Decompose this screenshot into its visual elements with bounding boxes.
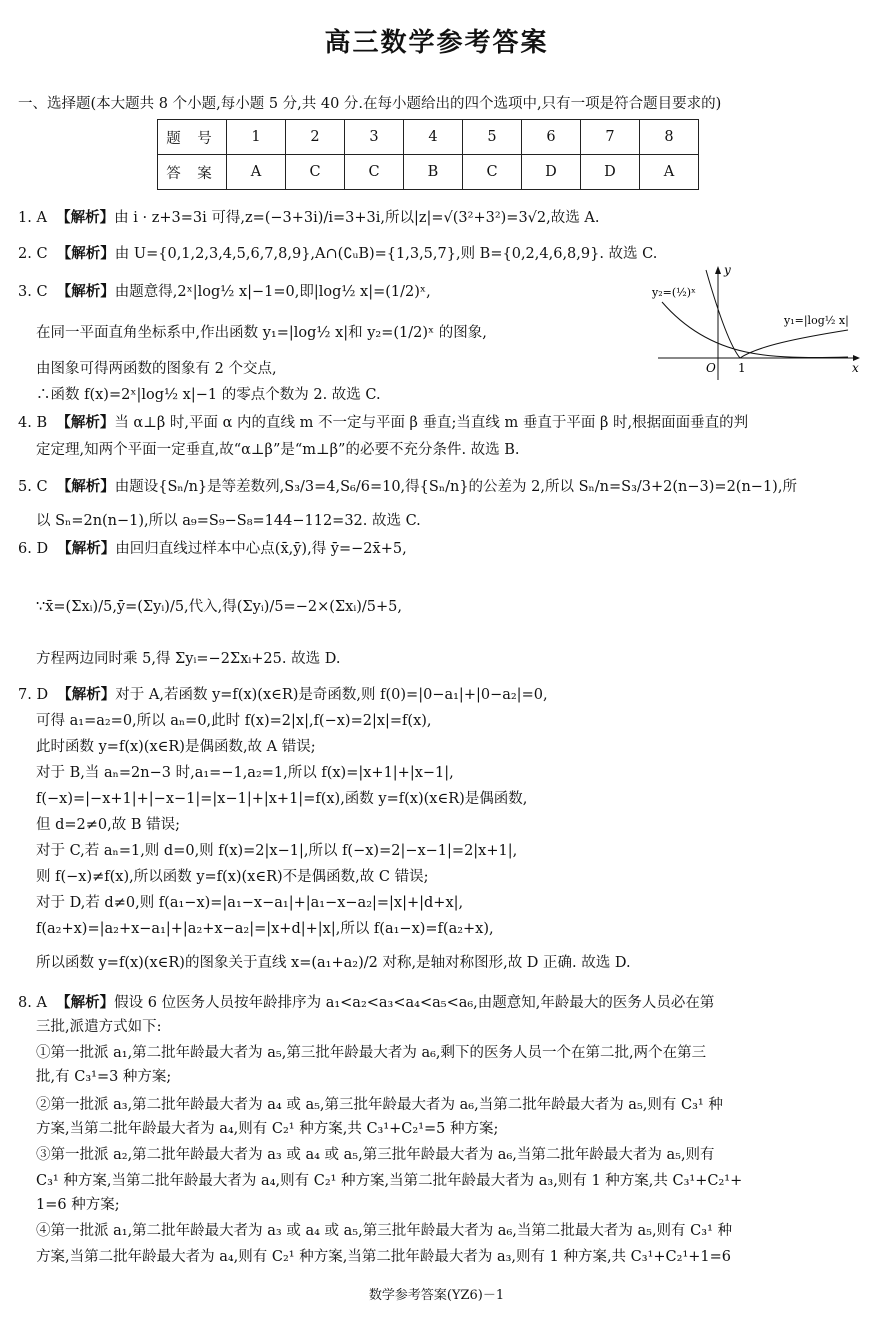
- line-text: 由题设{Sₙ/n}是等差数列,S₃/3=4,S₆/6=10,得{Sₙ/n}的公差为 2,所以 Sₙ/n=S₃/3+2(n−3)=2(n−1),所: [114, 479, 797, 495]
- line-text: 则 f(−x)≠f(x),所以函数 y=f(x)(x∈R)不是偶函数,故 C 错误;: [36, 869, 429, 885]
- line-text: ∴函数 f(x)=2ˣ|log½ x|−1 的零点个数为 2. 故选 C.: [36, 387, 381, 403]
- analysis-tag: 【解析】: [56, 995, 115, 1011]
- line-text: 当 α⊥β 时,平面 α 内的直线 m 不一定与平面 β 垂直;当直线 m 垂直于平面 β 时,根据面面垂直的判: [114, 415, 749, 431]
- line-text: ∵x̄=(Σxᵢ)/5,ȳ=(Σyᵢ)/5,代入,得(Σyᵢ)/5=−2×(Σxᵢ)/5+5,: [36, 599, 402, 615]
- line-text: 对于 D,若 d≠0,则 f(a₁−x)=|a₁−x−a₁|+|a₁−x−a₂|=|x|+|d+x|,: [36, 895, 464, 911]
- section-header: 一、选择题(本大题共 8 个小题,每小题 5 分,共 40 分.在每小题给出的四个选项中,只有一项是符合题目要求的): [18, 96, 722, 112]
- line-text: f(−x)=|−x+1|+|−x−1|=|x−1|+|x+1|=f(x),函数 y=f(x)(x∈R)是偶函数,: [36, 791, 528, 807]
- line-text: 由图象可得两函数的图象有 2 个交点,: [36, 361, 277, 377]
- answer-line: [18, 243, 657, 265]
- question-label: 8. A: [18, 995, 47, 1011]
- line-text: f(a₂+x)=|a₂+x−a₁|+|a₂+x−a₂|=|x+d|+|x|,所以 f(a₁−x)=f(a₂+x),: [36, 921, 494, 937]
- table-cell: D: [581, 155, 640, 190]
- analysis-tag: 【解析】: [56, 284, 115, 300]
- table-cell: A: [640, 155, 699, 190]
- answer-line: [18, 476, 797, 498]
- table-row: [158, 120, 699, 155]
- page-title: 高三数学参考答案: [324, 28, 549, 58]
- table-cell: 5: [463, 120, 522, 155]
- table-cell: 7: [581, 120, 640, 155]
- table-cell: C: [463, 155, 522, 190]
- question-label: 4. B: [18, 415, 48, 431]
- table-cell: 题 号: [158, 120, 227, 155]
- graph-label: 1: [738, 361, 746, 375]
- line-text: 方案,当第二批年龄最大者为 a₄,则有 C₂¹ 种方案,共 C₃¹+C₂¹=5 种方案;: [36, 1121, 499, 1137]
- table-cell: 答 案: [158, 155, 227, 190]
- line-text: 可得 a₁=a₂=0,所以 aₙ=0,此时 f(x)=2|x|,f(−x)=2|x|=f(x),: [36, 713, 432, 729]
- analysis-tag: 【解析】: [56, 210, 115, 226]
- question-label: 5. C: [18, 479, 48, 495]
- line-text: ①第一批派 a₁,第二批年龄最大者为 a₅,第三批年龄最大者为 a₆,剩下的医务人员一个在第二批,两个在第三: [36, 1045, 707, 1061]
- table-cell: 6: [522, 120, 581, 155]
- answer-table: [157, 119, 699, 190]
- line-text: 对于 B,当 aₙ=2n−3 时,a₁=−1,a₂=1,所以 f(x)=|x+1|+|x−1|,: [36, 765, 454, 781]
- question-label: 7. D: [18, 687, 49, 703]
- line-text: 方案,当第二批年龄最大者为 a₄,则有 C₂¹ 种方案,当第二批年龄最大者为 a₃,则有 1 种方案,共 C₃¹+C₂¹+1=6: [36, 1249, 732, 1265]
- table-row: [158, 155, 699, 190]
- line-text: 此时函数 y=f(x)(x∈R)是偶函数,故 A 错误;: [36, 739, 316, 755]
- analysis-tag: 【解析】: [56, 479, 115, 495]
- analysis-tag: 【解析】: [56, 246, 115, 262]
- line-text: 对于 C,若 aₙ=1,则 d=0,则 f(x)=2|x−1|,所以 f(−x)=2|−x−1|=2|x+1|,: [36, 843, 518, 859]
- graph-label: y₁=|log½ x|: [784, 314, 849, 327]
- answer-line: [18, 538, 407, 560]
- line-text: 由回归直线过样本中心点(x̄,ȳ),得 ȳ=−2x̄+5,: [115, 541, 407, 557]
- analysis-tag: 【解析】: [56, 415, 115, 431]
- line-text: ②第一批派 a₃,第二批年龄最大者为 a₄ 或 a₅,第三批年龄最大者为 a₆,当第二批年龄最大者为 a₅,则有 C₃¹ 种: [36, 1097, 723, 1113]
- page-footer: 数学参考答案(YZ6)－1: [368, 1288, 505, 1303]
- question-label: 1. A: [18, 210, 47, 226]
- line-text: C₃¹ 种方案,当第二批年龄最大者为 a₄,则有 C₂¹ 种方案,当第二批年龄最大者为 a₃,则有 1 种方案,共 C₃¹+C₂¹+: [36, 1173, 743, 1189]
- line-text: 1=6 种方案;: [36, 1197, 120, 1213]
- question-label: 2. C: [18, 246, 48, 262]
- table-cell: D: [522, 155, 581, 190]
- function-graph: [648, 262, 863, 384]
- line-text: 假设 6 位医务人员按年龄排序为 a₁<a₂<a₃<a₄<a₅<a₆,由题意知,年龄最大的医务人员必在第: [114, 995, 715, 1011]
- table-cell: 1: [227, 120, 286, 155]
- line-text: 由 i · z+3=3i 可得,z=(−3+3i)/i=3+3i,所以|z|=√(3²+3²)=3√2,故选 A.: [114, 210, 600, 226]
- line-text: 对于 A,若函数 y=f(x)(x∈R)是奇函数,则 f(0)=|0−a₁|+|0−a₂|=0,: [115, 687, 548, 703]
- line-text: 以 Sₙ=2n(n−1),所以 a₉=S₉−S₈=144−112=32. 故选 C.: [36, 513, 421, 529]
- line-text: 批,有 C₃¹=3 种方案;: [36, 1069, 172, 1085]
- graph-label: x: [852, 361, 859, 375]
- line-text: 由题意得,2ˣ|log½ x|−1=0,即|log½ x|=(1/2)ˣ,: [114, 284, 431, 300]
- table-cell: A: [227, 155, 286, 190]
- answer-line: [18, 412, 748, 434]
- graph-label: y₂=(½)ˣ: [652, 286, 696, 299]
- graph-label: y: [724, 263, 731, 277]
- table-cell: 3: [345, 120, 404, 155]
- answer-line: [18, 281, 431, 303]
- answer-line: [18, 684, 548, 706]
- line-text: 方程两边同时乘 5,得 Σyᵢ=−2Σxᵢ+25. 故选 D.: [36, 651, 341, 667]
- analysis-tag: 【解析】: [57, 541, 116, 557]
- analysis-tag: 【解析】: [57, 687, 116, 703]
- line-text: 在同一平面直角坐标系中,作出函数 y₁=|log½ x|和 y₂=(1/2)ˣ 的图象,: [36, 325, 487, 341]
- answer-line: [18, 992, 714, 1014]
- table-cell: C: [345, 155, 404, 190]
- question-label: 6. D: [18, 541, 49, 557]
- line-text: 但 d=2≠0,故 B 错误;: [36, 817, 181, 833]
- table-cell: B: [404, 155, 463, 190]
- line-text: ④第一批派 a₁,第二批年龄最大者为 a₃ 或 a₄ 或 a₅,第三批年龄最大者为 a₆,当第二批最大者为 a₅,则有 C₃¹ 种: [36, 1223, 732, 1239]
- table-cell: 8: [640, 120, 699, 155]
- question-label: 3. C: [18, 284, 48, 300]
- table-cell: C: [286, 155, 345, 190]
- answer-line: [18, 207, 599, 229]
- line-text: 由 U={0,1,2,3,4,5,6,7,8,9},A∩(∁ᵤB)={1,3,5,7},则 B={0,2,4,6,8,9}. 故选 C.: [114, 246, 658, 262]
- graph-label: O: [706, 361, 716, 375]
- curve-y2: [662, 302, 848, 357]
- line-text: 定定理,知两个平面一定垂直,故“α⊥β”是“m⊥β”的必要不充分条件. 故选 B.: [36, 442, 520, 458]
- line-text: 所以函数 y=f(x)(x∈R)的图象关于直线 x=(a₁+a₂)/2 对称,是轴对称图形,故 D 正确. 故选 D.: [36, 955, 631, 971]
- table-cell: 2: [286, 120, 345, 155]
- line-text: ③第一批派 a₂,第二批年龄最大者为 a₃ 或 a₄ 或 a₅,第三批年龄最大者为 a₆,当第二批年龄最大者为 a₅,则有: [36, 1147, 715, 1163]
- line-text: 三批,派遣方式如下:: [36, 1019, 162, 1035]
- y-axis-arrow: [715, 266, 721, 274]
- table-cell: 4: [404, 120, 463, 155]
